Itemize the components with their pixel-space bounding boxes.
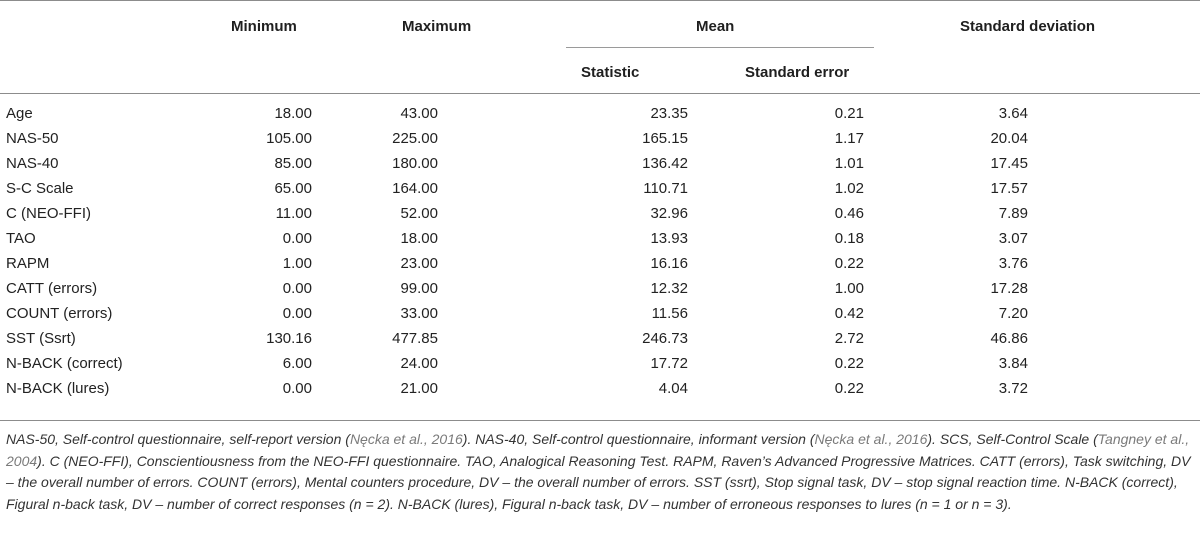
cell-minimum: 18.00 [274, 105, 312, 122]
cell-minimum: 0.00 [282, 280, 312, 297]
cell-minimum: 0.00 [282, 230, 312, 247]
cell-standard-deviation: 7.20 [998, 305, 1028, 322]
cell-mean-statistic: 13.93 [650, 230, 688, 247]
cell-minimum: 85.00 [274, 155, 312, 172]
cell-standard-error: 0.42 [834, 305, 864, 322]
header-maximum: Maximum [402, 18, 472, 35]
row-label: NAS-50 [6, 130, 59, 147]
cell-standard-error: 0.18 [834, 230, 864, 247]
row-label: N-BACK (correct) [6, 355, 123, 372]
cell-standard-deviation: 17.57 [990, 180, 1028, 197]
cell-standard-error: 0.22 [834, 380, 864, 397]
table-row [0, 180, 1200, 205]
cell-maximum: 52.00 [400, 205, 438, 222]
header-standard-deviation: Standard deviation [960, 18, 1096, 35]
table-footnote [6, 429, 1196, 515]
cell-mean-statistic: 23.35 [650, 105, 688, 122]
row-label: NAS-40 [6, 155, 59, 172]
cell-minimum: 130.16 [266, 330, 312, 347]
cell-standard-deviation: 17.28 [990, 280, 1028, 297]
cell-maximum: 164.00 [392, 180, 438, 197]
row-label: TAO [6, 230, 36, 247]
table-row [0, 305, 1200, 330]
cell-standard-deviation: 3.76 [998, 255, 1028, 272]
table-top-rule [0, 0, 1200, 1]
mean-group-rule [566, 47, 874, 48]
cell-mean-statistic: 32.96 [650, 205, 688, 222]
footnote-text: NAS-50, Self-control questionnaire, self-report version ( [6, 431, 350, 447]
cell-standard-error: 1.00 [834, 280, 864, 297]
cell-minimum: 0.00 [282, 380, 312, 397]
table-row [0, 355, 1200, 380]
table-row [0, 105, 1200, 130]
cell-standard-deviation: 20.04 [990, 130, 1028, 147]
cell-minimum: 105.00 [266, 130, 312, 147]
table-row [0, 280, 1200, 305]
table-bottom-rule [0, 420, 1200, 421]
cell-maximum: 33.00 [400, 305, 438, 322]
row-label: SST (Ssrt) [6, 330, 76, 347]
cell-maximum: 99.00 [400, 280, 438, 297]
cell-mean-statistic: 12.32 [650, 280, 688, 297]
cell-mean-statistic: 4.04 [658, 380, 688, 397]
cell-standard-error: 0.46 [834, 205, 864, 222]
citation-link[interactable]: Nęcka et al., 2016 [349, 431, 463, 447]
cell-standard-deviation: 3.64 [998, 105, 1028, 122]
cell-maximum: 21.00 [400, 380, 438, 397]
cell-standard-deviation: 46.86 [990, 330, 1028, 347]
row-label: C (NEO-FFI) [6, 205, 91, 222]
cell-minimum: 0.00 [282, 305, 312, 322]
cell-standard-error: 2.72 [834, 330, 864, 347]
footnote-text: ). SCS, Self-Control Scale ( [927, 431, 1098, 447]
cell-minimum: 6.00 [282, 355, 312, 372]
table-row [0, 255, 1200, 280]
cell-mean-statistic: 110.71 [643, 180, 688, 197]
cell-minimum: 1.00 [282, 255, 312, 272]
cell-standard-error: 0.21 [834, 105, 864, 122]
row-label: N-BACK (lures) [6, 380, 110, 397]
cell-standard-deviation: 3.07 [998, 230, 1028, 247]
cell-standard-deviation: 3.72 [998, 380, 1028, 397]
table-header-rule [0, 93, 1200, 94]
cell-maximum: 43.00 [400, 105, 438, 122]
table-row [0, 155, 1200, 180]
row-label: COUNT (errors) [6, 305, 113, 322]
table-row [0, 330, 1200, 355]
table-row [0, 130, 1200, 155]
cell-standard-error: 1.17 [834, 130, 864, 147]
cell-maximum: 477.85 [392, 330, 438, 347]
cell-standard-error: 0.22 [834, 355, 864, 372]
cell-mean-statistic: 165.15 [642, 130, 688, 147]
header-statistic: Statistic [581, 64, 640, 81]
cell-standard-deviation: 3.84 [998, 355, 1028, 372]
cell-maximum: 18.00 [400, 230, 438, 247]
cell-maximum: 180.00 [392, 155, 438, 172]
header-minimum: Minimum [231, 18, 297, 35]
citation-link[interactable]: Tangney et al., 2004 [6, 431, 1190, 469]
row-label: RAPM [6, 255, 50, 272]
cell-standard-deviation: 17.45 [990, 155, 1028, 172]
row-label: S-C Scale [6, 180, 74, 197]
cell-mean-statistic: 17.72 [650, 355, 688, 372]
header-mean: Mean [696, 18, 735, 35]
table-row [0, 230, 1200, 255]
footnote-text: ). NAS-40, Self-control questionnaire, informant version ( [462, 431, 815, 447]
cell-standard-error: 0.22 [834, 255, 864, 272]
cell-mean-statistic: 16.16 [650, 255, 688, 272]
cell-mean-statistic: 136.42 [642, 155, 688, 172]
header-standard-error: Standard error [745, 64, 850, 81]
citation-link[interactable]: Nęcka et al., 2016 [814, 431, 928, 447]
row-label: CATT (errors) [6, 280, 98, 297]
cell-standard-error: 1.01 [834, 155, 864, 172]
cell-minimum: 65.00 [274, 180, 312, 197]
cell-maximum: 24.00 [400, 355, 438, 372]
table-row [0, 380, 1200, 405]
table-row [0, 205, 1200, 230]
cell-standard-deviation: 7.89 [998, 205, 1028, 222]
cell-maximum: 225.00 [392, 130, 438, 147]
cell-minimum: 11.00 [275, 205, 312, 222]
row-label: Age [6, 105, 33, 122]
cell-mean-statistic: 11.56 [651, 305, 688, 322]
cell-standard-error: 1.02 [834, 180, 864, 197]
footnote-text: ). C (NEO-FFI), Conscientiousness from the NEO-FFI questionnaire. TAO, Analogical Reasoning Test. RAPM, Raven’s Advanced Progressive Matrices. CATT (errors), Task switching, DV – the overall number of errors. COUNT (errors), Mental counters procedure, DV – the overall number of errors. SST (ssrt), Stop signal task, DV – stop signal reaction time. N-BACK (correct), Figural n-back task, DV – number of correct responses (n = 2). N-BACK (lures), Figural n-back task, DV – number of erroneous responses to lures (n = 1 or n = 3). [6, 452, 1191, 512]
cell-maximum: 23.00 [400, 255, 438, 272]
cell-mean-statistic: 246.73 [642, 330, 688, 347]
